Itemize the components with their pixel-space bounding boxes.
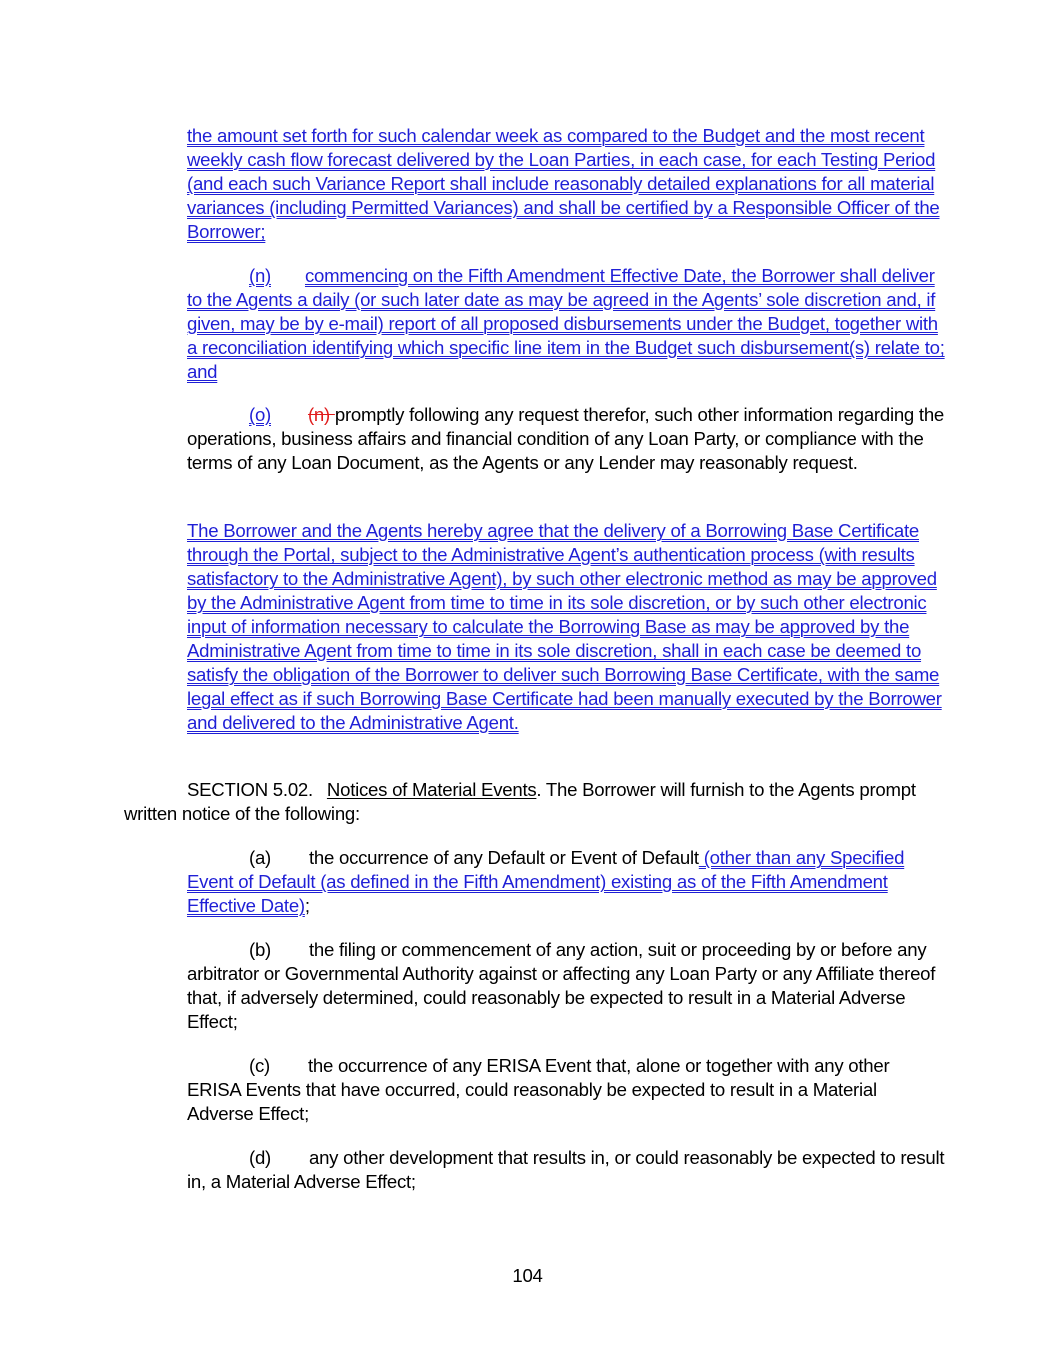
clause-label: (d) [249,1147,271,1168]
section-number: SECTION 5.02. [187,779,313,800]
section-5-02 [124,778,954,826]
inserted-text: the amount set forth for such calendar week as compared to the Budget and the most recent weekly cash flow forecast delivered by the Loan Parties, in each case, for each Testing Period (and each such Variance Report shall include reasonably detailed explanations for all material variances (including Permitted Variances) and shall be certified by a Responsible Officer of the Borrower; [187,125,940,242]
clause-b [187,938,947,1034]
page-number: 104 [512,1265,543,1286]
clause-text: promptly following any request therefor, such other information regarding the operations, business affairs and financial condition of any Loan Party, or compliance with the terms of any Loan Document, as the Agents or any Lender may reasonably request. [187,404,945,473]
clause-text: the filing or commencement of any action, suit or proceeding by or before any arbitrator or Governmental Authority against or affecting any Loan Party or any Affiliate thereof that, if adversely determined, could reasonably be expected to result in a Material Adverse Effect; [187,939,936,1032]
section-heading: Notices of Material Events [326,779,537,800]
paragraph-borrowing-base [187,519,947,735]
section-text: . The Borrower will furnish to the Agents prompt written notice of the following: [124,779,916,824]
deleted-text: (n) [307,404,335,425]
clause-text: the occurrence of any Default or Event of Default [308,847,699,868]
clause-label: (o) [249,404,271,425]
inserted-text: The Borrower and the Agents hereby agree that the delivery of a Borrowing Base Certificate through the Portal, subject to the Administrative Agent’s authentication process (with results satisfactory to the Administrative Agent), by such other electronic method as may be approved by the Administrative Agent from time to time in its sole discretion, or by such other electronic input of information necessary to calculate the Borrowing Base as may be approved by the Administrative Agent from time to time in its sole discretion, shall in each case be deemed to satisfy the obligation of the Borrower to deliver such Borrowing Base Certificate, with the same legal effect as if such Borrowing Base Certificate had been manually executed by the Borrower and delivered to the Administrative Agent. [187,520,942,733]
clause-c [187,1054,947,1126]
clause-o [187,403,947,475]
clause-label: (b) [249,939,271,960]
inserted-text: (other than any Specified Event of Default (as defined in the Fifth Amendment) existing as of the Fifth Amendment Effective Date) [187,847,905,916]
paragraph-variance-report [187,124,947,244]
inserted-text: commencing on the Fifth Amendment Effective Date, the Borrower shall deliver to the Agents a daily (or such later date as may be agreed in the Agents’ sole discretion and, if given, may be by e-mail) report of all proposed disbursements under the Budget, together with a reconciliation identifying which specific line item in the Budget such disbursement(s) relate to; and [187,265,945,382]
clause-a [187,846,947,918]
clause-label: (c) [249,1055,270,1076]
clause-d [187,1146,947,1194]
clause-label: (a) [249,847,271,868]
clause-text: the occurrence of any ERISA Event that, alone or together with any other ERISA Events that have occurred, could reasonably be expected to result in a Material Adverse Effect; [187,1055,890,1124]
clause-label: (n) [249,265,271,286]
clause-tail: ; [304,895,310,916]
clause-text: any other development that results in, or could reasonably be expected to result in, a Material Adverse Effect; [187,1147,945,1192]
clause-n [187,264,947,384]
